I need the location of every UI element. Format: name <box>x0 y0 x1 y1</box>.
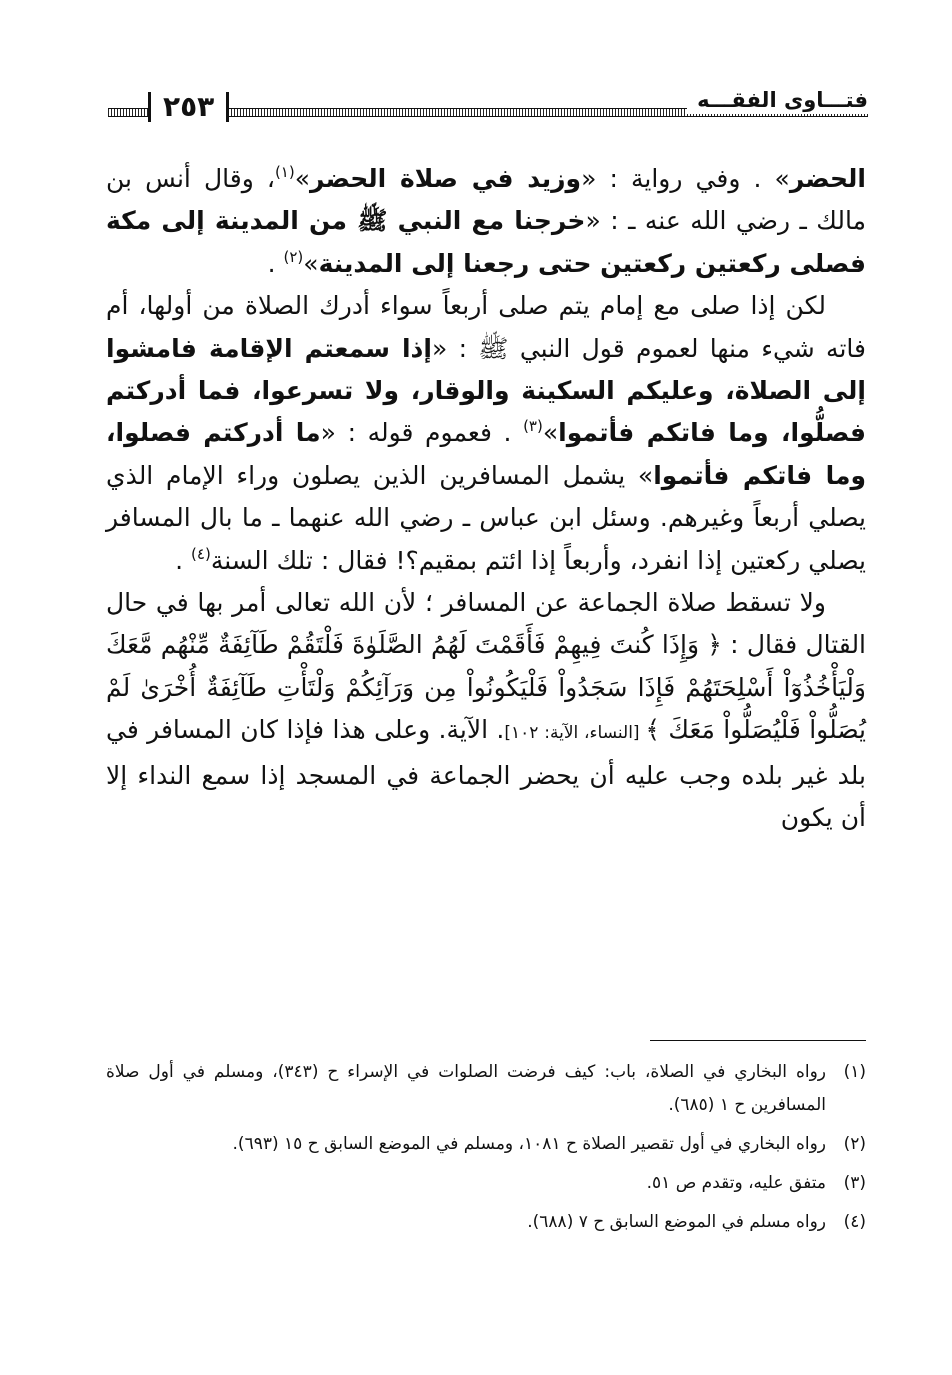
page-number: ٢٥٣ <box>148 92 229 122</box>
footnote-number: (١) <box>843 1062 866 1082</box>
body-text-run: ، وقال أنس بن مالك ـ رضي الله عنه ـ : « <box>106 164 866 236</box>
footnote-2 <box>106 1128 866 1161</box>
footnote-number: (٢) <box>843 1134 866 1154</box>
footnote-text: رواه البخاري في الصلاة، باب: كيف فرضت الصلوات في الإسراء ح (٣٤٣)، ومسلم في أول صلاة المسافرين ح ١ (٦٨٥). <box>106 1062 826 1115</box>
footnote-3 <box>106 1167 866 1200</box>
paragraph-2 <box>106 285 866 582</box>
body-text-run: » . وفي رواية : « <box>581 164 790 193</box>
paragraph-3 <box>106 582 866 839</box>
hadith-text: ما أدركتم فصلوا، وما فاتكم فأتموا <box>106 418 866 490</box>
body-text-run: » <box>303 248 319 278</box>
footnote-text: رواه مسلم في الموضع السابق ح ٧ (٦٨٨). <box>527 1212 826 1232</box>
footnote-number: (٣) <box>843 1173 866 1193</box>
hadith-text: خرجنا مع النبي ﷺ من المدينة إلى مكة فصلى ركعتين ركعتين حتى رجعنا إلى المدينة <box>106 206 866 278</box>
hadith-text: إذا سمعتم الإقامة فامشوا إلى الصلاة، وعليكم السكينة والوقار، ولا تسرعوا، فما أدركتم فصلُّوا، وما فاتكم فأتموا <box>106 333 866 448</box>
footnote-number: (٤) <box>843 1212 866 1232</box>
body-text-run: » <box>542 418 559 448</box>
footnote-text: رواه البخاري في أول تقصير الصلاة ح ١٠٨١، ومسلم في الموضع السابق ح ١٥ (٦٩٣). <box>232 1134 826 1154</box>
paragraph-1 <box>106 158 866 285</box>
body-text-run: » <box>294 164 311 193</box>
quran-reference: [النساء، الآية: ١٠٢] <box>504 723 646 744</box>
body-text-run: » يشمل المسافرين الذين يصلون وراء الإمام الذي يصلي أربعاً وغيرهم. وسئل ابن عباس ـ رضي الله عنهما ـ ما بال المسافر يصلي ركعتين إذا انفرد، وأربعاً إذا ائتم بمقيم؟! فقال : تلك السنة <box>106 460 866 575</box>
body-text-run: . فعموم قوله : « <box>320 418 524 448</box>
book-title: فتـــاوى الفقـــه <box>687 86 868 114</box>
footnote-separator <box>650 1040 866 1041</box>
body-text-run: . الآية. وعلى هذا فإذا كان المسافر في بلد غير بلده وجب عليه أن يحضر الجماعة في المسجد إذا سمع النداء إلا أن يكون <box>106 715 866 833</box>
main-text <box>106 158 866 840</box>
body-text-run: ولا تسقط صلاة الجماعة عن المسافر ؛ لأن الله تعالى أمر بها في حال القتال فقال : <box>106 588 867 660</box>
body-text-run: . <box>267 248 284 278</box>
body-text-run: لكن إذا صلى مع إمام يتم صلى أربعاً سواء أدرك الصلاة من أولها، أم فاته شيء منها لعموم قول النبي ﷺ : « <box>106 291 866 363</box>
footnotes <box>106 1056 866 1245</box>
footnote-ref: (٣) <box>523 417 543 436</box>
footnote-ref: (١) <box>274 163 295 181</box>
footnote-ref: (٤) <box>191 544 211 563</box>
hadith-text: وزيد في صلاة الحضر <box>310 164 582 193</box>
footnote-4 <box>106 1206 866 1239</box>
footnote-1 <box>106 1056 866 1122</box>
hadith-text: الحضر <box>789 164 866 193</box>
footnote-text: متفق عليه، وتقدم ص ٥١. <box>646 1173 826 1193</box>
quran-verse: ﴿ وَإِذَا كُنتَ فِيهِمْ فَأَقَمْتَ لَهُمُ الصَّلَوٰةَ فَلْتَقُمْ طَآئِفَةٌ مِّنْهُم مَّعَكَ وَلْيَأْخُذُوٓاْ أَسْلِحَتَهُمْ فَإِذَا سَجَدُواْ فَلْيَكُونُواْ مِن وَرَآئِكُمْ وَلْتَأْتِ طَآئِفَةٌ أُخْرَىٰ لَمْ يُصَلُّواْ فَلْيُصَلُّواْ مَعَكَ ﴾ <box>106 630 867 745</box>
running-header <box>108 86 868 126</box>
body-text-run: . <box>175 545 192 575</box>
footnote-ref: (٢) <box>283 247 304 266</box>
